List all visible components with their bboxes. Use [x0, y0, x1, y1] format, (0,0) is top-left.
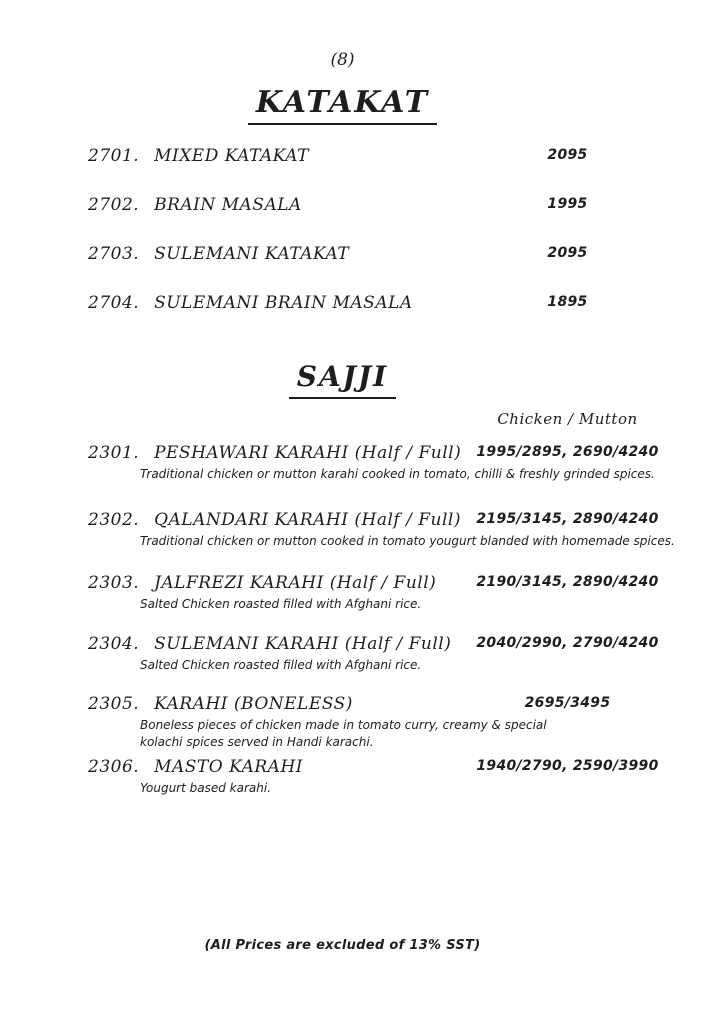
menu-item-row [0, 145, 685, 167]
price-column-header: Chicken / Mutton [497, 410, 638, 428]
menu-item-row [0, 442, 685, 483]
item-price: 2195/3145, 2890/4240 [476, 511, 659, 527]
item-price: 2095 [547, 147, 588, 163]
item-description-line2: kolachi spices served in Handi karachi. [140, 735, 374, 749]
item-description: Traditional chicken or mutton karahi cooked in tomato, chilli & freshly grinded spices. [140, 467, 655, 481]
item-name: MASTO KARAHI [154, 757, 303, 777]
item-name-line [88, 194, 685, 216]
item-name-line [88, 509, 685, 531]
menu-item-row [0, 243, 685, 265]
item-name: SULEMANI BRAIN MASALA [154, 293, 413, 313]
item-price: 2695/3495 [524, 695, 611, 711]
menu-item-row [0, 633, 685, 674]
item-price: 1995/2895, 2690/4240 [476, 444, 659, 460]
item-code: 2702. [88, 195, 140, 215]
item-price: 1995 [547, 196, 588, 212]
item-name-line [88, 633, 685, 655]
item-price: 2040/2990, 2790/4240 [476, 635, 659, 651]
item-name: MIXED KATAKAT [154, 146, 309, 166]
item-code: 2704. [88, 293, 140, 313]
section-title-sajji: SAJJI [289, 360, 397, 399]
item-code: 2304. [88, 634, 140, 654]
item-code: 2303. [88, 573, 140, 593]
item-description: Yougurt based karahi. [140, 781, 272, 795]
menu-item-row [0, 194, 685, 216]
item-description: Salted Chicken roasted filled with Afghani rice. [140, 658, 422, 672]
item-name: PESHAWARI KARAHI (Half / Full) [154, 443, 462, 463]
item-name: SULEMANI KATAKAT [154, 244, 350, 264]
item-name-line [88, 756, 685, 778]
item-code: 2305. [88, 694, 140, 714]
item-name: SULEMANI KARAHI (Half / Full) [154, 634, 452, 654]
item-code: 2701. [88, 146, 140, 166]
section-header-sajji [0, 360, 685, 399]
item-code: 2306. [88, 757, 140, 777]
page-number: (8) [330, 50, 355, 70]
item-price: 1940/2790, 2590/3990 [476, 758, 659, 774]
item-name-line [88, 292, 685, 314]
item-name-line [88, 442, 685, 464]
menu-item-row [0, 693, 685, 751]
katakat-items [0, 145, 685, 314]
item-price: 2190/3145, 2890/4240 [476, 574, 659, 590]
sajji-items [0, 442, 685, 797]
section-header-katakat [0, 86, 685, 125]
item-price: 1895 [547, 294, 588, 310]
item-name-line [88, 243, 685, 265]
menu-item-row [0, 572, 685, 613]
item-name-line [88, 572, 685, 594]
item-code: 2301. [88, 443, 140, 463]
menu-item-row [0, 509, 685, 550]
section-title-katakat: KATAKAT [248, 86, 437, 125]
footer-note: (All Prices are excluded of 13% SST) [204, 938, 481, 953]
item-name: BRAIN MASALA [154, 195, 302, 215]
item-price: 2095 [547, 245, 588, 261]
item-description: Salted Chicken roasted filled with Afghani rice. [140, 597, 422, 611]
price-header-row [0, 410, 685, 430]
item-name: KARAHI (BONELESS) [154, 694, 353, 714]
item-name-line [88, 693, 685, 715]
item-name: QALANDARI KARAHI (Half / Full) [154, 510, 461, 530]
item-name-line [88, 145, 685, 167]
menu-item-row [0, 292, 685, 314]
item-description: Traditional chicken or mutton cooked in tomato yougurt blanded with homemade spices. [140, 534, 675, 548]
menu-item-row [0, 756, 685, 797]
item-code: 2302. [88, 510, 140, 530]
item-description: Boneless pieces of chicken made in tomato curry, creamy & special [140, 718, 547, 732]
item-name: JALFREZI KARAHI (Half / Full) [154, 573, 437, 593]
item-code: 2703. [88, 244, 140, 264]
